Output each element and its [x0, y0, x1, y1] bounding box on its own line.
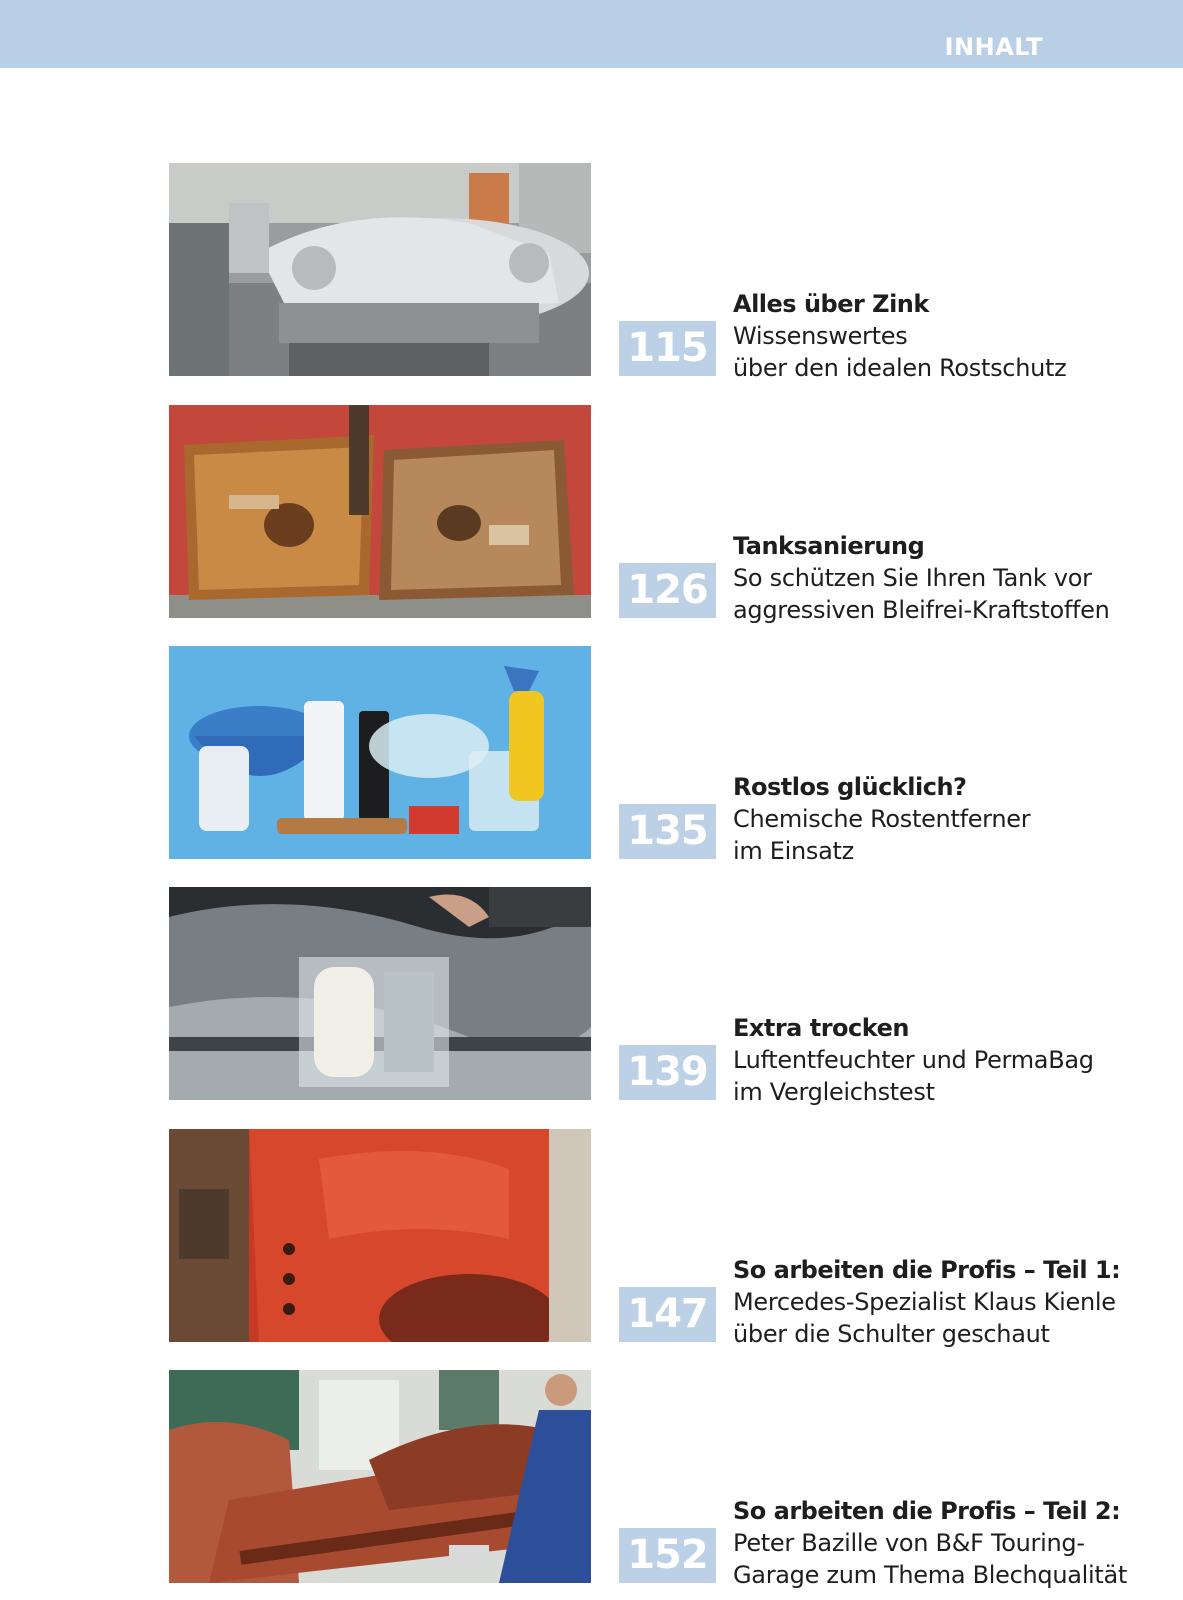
toc-entry[interactable] [0, 163, 1183, 382]
page-number: 139 [619, 1045, 716, 1100]
photo-rusty-tanks [169, 405, 591, 618]
entry-text [733, 1012, 1163, 1108]
page-number: 147 [619, 1287, 716, 1342]
entry-subtitle-line: Chemische Rostentferner [733, 805, 1031, 833]
toc-entry[interactable] [0, 887, 1183, 1106]
page-number: 115 [619, 321, 716, 376]
entry-subtitle-line: Mercedes-Spezialist Klaus Kienle [733, 1288, 1116, 1316]
entry-headline: Rostlos glücklich? [733, 773, 967, 801]
entry-subtitle-line: Wissenswertes [733, 322, 908, 350]
photo-dehumidifier-permabag [169, 887, 591, 1100]
entry-text [733, 530, 1163, 626]
photo-sheet-metal-workshop [169, 1370, 591, 1583]
photo-red-car-body-repair [169, 1129, 591, 1342]
entry-subtitle-line: im Vergleichstest [733, 1078, 935, 1106]
toc-entry[interactable] [0, 1129, 1183, 1348]
entry-headline: Alles über Zink [733, 290, 929, 318]
entry-subtitle-line: Luftentfeuchter und PermaBag [733, 1046, 1094, 1074]
page-number: 152 [619, 1528, 716, 1583]
page-number: 126 [619, 563, 716, 618]
page-number: 135 [619, 804, 716, 859]
entry-subtitle-line: Peter Bazille von B&F Touring- [733, 1529, 1085, 1557]
entry-text [733, 1495, 1163, 1591]
entry-text [733, 771, 1163, 867]
entry-headline: Extra trocken [733, 1014, 909, 1042]
toc-entry[interactable] [0, 646, 1183, 865]
entry-subtitle-line: im Einsatz [733, 837, 854, 865]
entry-subtitle-line: über die Schulter geschaut [733, 1320, 1050, 1348]
header-bar [0, 0, 1183, 68]
section-title: INHALT [944, 33, 1043, 61]
entry-headline: So arbeiten die Profis – Teil 1: [733, 1256, 1121, 1284]
entry-subtitle-line: über den idealen Rostschutz [733, 354, 1067, 382]
photo-rust-remover-products [169, 646, 591, 859]
toc-entry[interactable] [0, 405, 1183, 624]
entry-headline: So arbeiten die Profis – Teil 2: [733, 1497, 1121, 1525]
entry-subtitle-line: Garage zum Thema Blechqualität [733, 1561, 1127, 1589]
photo-zinc-car-bodies [169, 163, 591, 376]
entry-subtitle-line: aggressiven Bleifrei-Kraftstoffen [733, 596, 1110, 624]
entry-headline: Tanksanierung [733, 532, 925, 560]
entry-text [733, 288, 1163, 384]
toc-entry[interactable] [0, 1370, 1183, 1589]
entry-text [733, 1254, 1163, 1350]
entry-subtitle-line: So schützen Sie Ihren Tank vor [733, 564, 1092, 592]
